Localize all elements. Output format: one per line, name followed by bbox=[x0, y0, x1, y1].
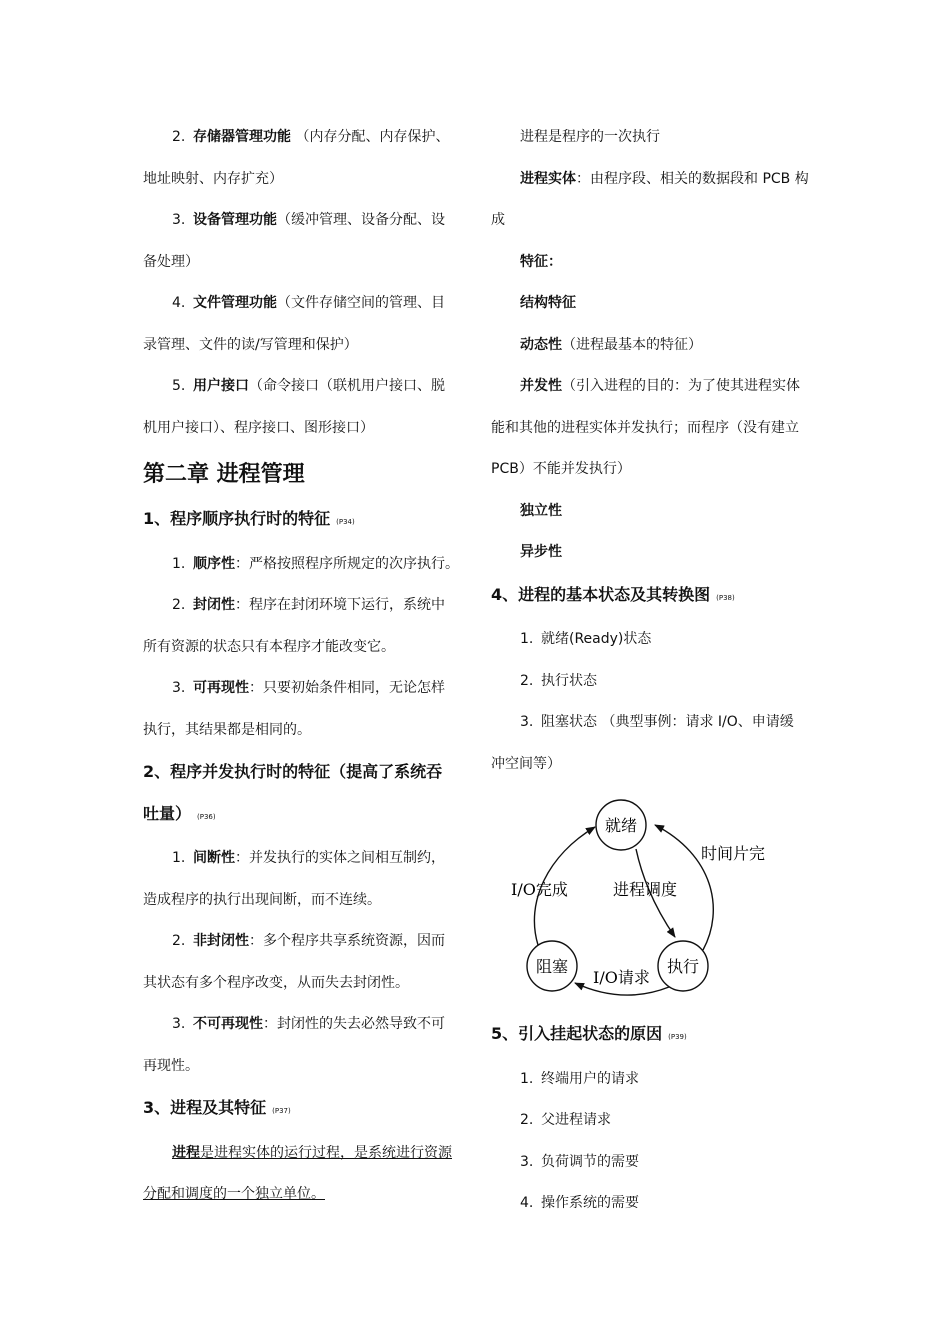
section-heading: 3、进程及其特征 (P37) bbox=[143, 1098, 291, 1117]
list-item: 1. 间断性：并发执行的实体之间相互制约， bbox=[172, 850, 445, 866]
definition-term: 进程 bbox=[172, 1144, 200, 1161]
list-item: 2. 非封闭性：多个程序共享系统资源，因而 bbox=[172, 933, 445, 949]
item-term: 设备管理功能 bbox=[193, 212, 277, 228]
list-item: 3. 阻塞状态 （典型事例：请求 I/O、申请缓 bbox=[520, 714, 794, 730]
list-item-cont: 其状态有多个程序改变，从而失去封闭性。 bbox=[143, 974, 409, 991]
page-ref: (P36) bbox=[197, 812, 216, 821]
list-item-cont: 所有资源的状态只有本程序才能改变它。 bbox=[143, 638, 395, 655]
item-term: 封闭性 bbox=[193, 597, 235, 613]
section-heading: 5、引入挂起状态的原因 (P39) bbox=[491, 1024, 687, 1043]
io-request-label: I/O请求 bbox=[593, 968, 650, 987]
list-item-cont: 造成程序的执行出现间断，而不连续。 bbox=[143, 891, 381, 908]
schedule-label: 进程调度 bbox=[613, 880, 678, 899]
ready-label: 就绪 bbox=[604, 816, 638, 835]
item-term: 不可再现性 bbox=[193, 1016, 263, 1032]
text-line: 成 bbox=[491, 212, 505, 228]
list-item: 2. 父进程请求 bbox=[520, 1112, 611, 1128]
list-item-cont: 执行，其结果都是相同的。 bbox=[143, 721, 311, 738]
definition-cont: 分配和调度的一个独立单位。 bbox=[143, 1186, 325, 1202]
list-item: 1. 顺序性：严格按照程序所规定的次序执行。 bbox=[172, 555, 459, 572]
list-item: 1. 就绪(Ready)状态 bbox=[520, 631, 652, 647]
feature-structure: 结构特征 bbox=[520, 295, 576, 311]
list-item: 3. 可再现性：只要初始条件相同，无论怎样 bbox=[172, 680, 445, 696]
list-item: 5. 用户接口（命令接口（联机用户接口、脱 bbox=[172, 378, 445, 394]
page-ref: (P37) bbox=[272, 1107, 291, 1115]
list-item-cont: 冲空间等） bbox=[491, 755, 561, 772]
list-item: 1. 终端用户的请求 bbox=[520, 1070, 639, 1087]
list-item-cont: 录管理、文件的读/写管理和保护） bbox=[143, 336, 358, 353]
item-term: 文件管理功能 bbox=[193, 295, 277, 311]
list-item-cont: 备处理） bbox=[143, 253, 199, 270]
page-ref: (P39) bbox=[668, 1033, 687, 1041]
page-ref: (P34) bbox=[336, 518, 355, 526]
timeslice-label: 时间片完 bbox=[701, 844, 766, 863]
io-complete-label: I/O完成 bbox=[511, 880, 568, 899]
list-item-cont: 机用户接口）、程序接口、图形接口） bbox=[143, 419, 374, 436]
list-item: 4. 文件管理功能（文件存储空间的管理、目 bbox=[172, 295, 445, 311]
item-term: 顺序性 bbox=[193, 555, 235, 572]
list-item: 3. 设备管理功能（缓冲管理、设备分配、设 bbox=[172, 212, 445, 228]
blocked-label: 阻塞 bbox=[535, 957, 569, 976]
process-state-diagram bbox=[503, 797, 793, 1007]
list-item: 3. 负荷调节的需要 bbox=[520, 1153, 639, 1170]
list-item-cont: 再现性。 bbox=[143, 1057, 199, 1074]
list-item: 2. 执行状态 bbox=[520, 672, 597, 689]
list-item-cont: 地址映射、内存扩充） bbox=[143, 170, 283, 187]
page-ref: (P38) bbox=[716, 593, 735, 602]
running-label: 执行 bbox=[666, 957, 700, 976]
features-label: 特征： bbox=[520, 253, 562, 270]
list-item: 2. 封闭性：程序在封闭环境下运行，系统中 bbox=[172, 597, 445, 613]
feature-independent: 独立性 bbox=[520, 502, 562, 519]
section-heading: 4、进程的基本状态及其转换图 (P38) bbox=[491, 584, 735, 604]
section-heading-cont: 吐量） (P36) bbox=[143, 803, 216, 823]
item-term: 进程实体 bbox=[520, 170, 576, 187]
feature-async: 异步性 bbox=[520, 544, 562, 560]
item-term: 间断性 bbox=[193, 850, 235, 866]
text-line: 能和其他的进程实体并发执行；而程序（没有建立 bbox=[491, 419, 799, 436]
list-item: 4. 操作系统的需要 bbox=[520, 1195, 639, 1211]
definition: 进程是进程实体的运行过程，是系统进行资源 bbox=[172, 1144, 452, 1161]
section-heading: 2、程序并发执行时的特征（提高了系统吞 bbox=[143, 762, 443, 781]
section-heading: 1、程序顺序执行时的特征 (P34) bbox=[143, 509, 355, 528]
entity-line: 进程实体：由程序段、相关的数据段和 PCB 构 bbox=[520, 170, 809, 187]
item-term: 用户接口 bbox=[193, 378, 249, 394]
feature-concurrent: 并发性（引入进程的目的：为了使其进程实体 bbox=[520, 378, 800, 394]
chapter-title: 第二章 进程管理 bbox=[143, 462, 305, 487]
item-term: 存储器管理功能 bbox=[193, 129, 291, 145]
item-term: 非封闭性 bbox=[193, 933, 249, 949]
feature-dynamic: 动态性（进程最基本的特征） bbox=[520, 336, 702, 353]
list-item: 3. 不可再现性：封闭性的失去必然导致不可 bbox=[172, 1016, 445, 1032]
list-item: 2. 存储器管理功能 （内存分配、内存保护、 bbox=[172, 129, 450, 145]
right-column bbox=[491, 117, 811, 1225]
text-line: 进程是程序的一次执行 bbox=[520, 129, 660, 145]
left-column bbox=[143, 117, 461, 1216]
item-term: 可再现性 bbox=[193, 680, 249, 696]
text-line: PCB）不能并发执行） bbox=[491, 461, 631, 477]
